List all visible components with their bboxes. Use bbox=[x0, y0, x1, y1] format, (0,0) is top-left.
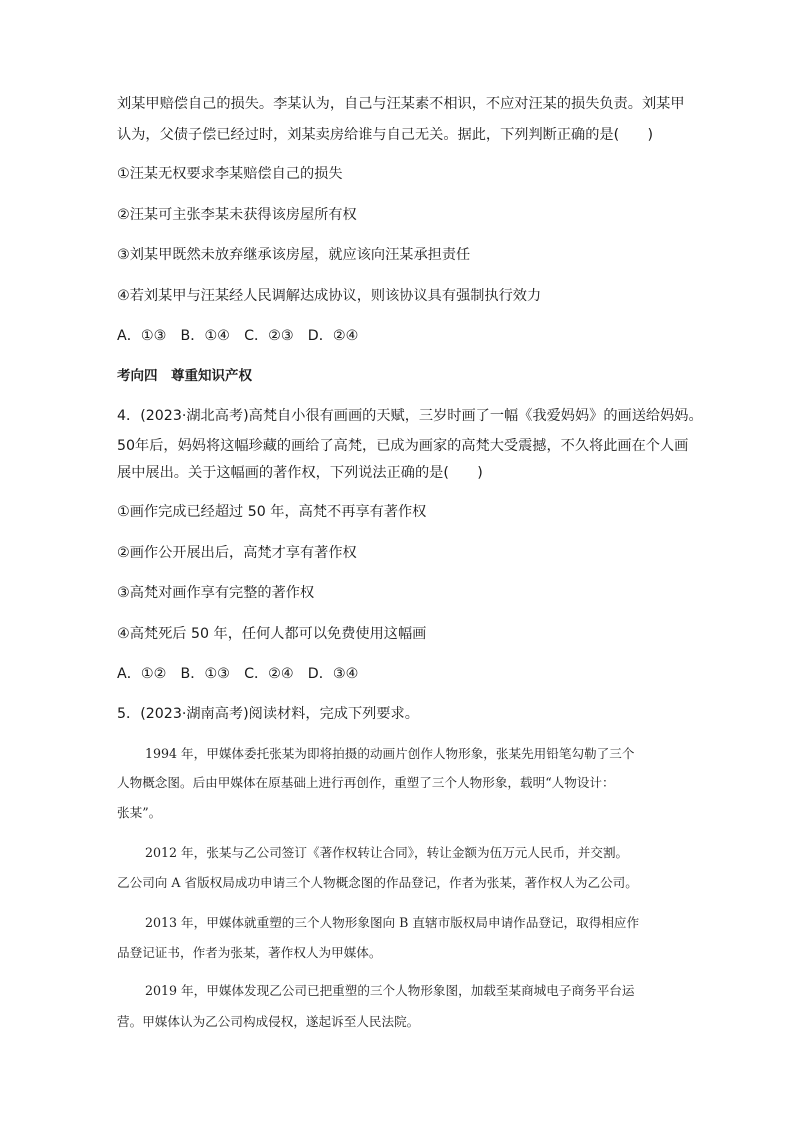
q4-option: ①画作完成已经超过 50 年，高梵不再享有著作权 bbox=[117, 504, 427, 520]
section-heading: 考向四 尊重知识产权 bbox=[117, 368, 252, 384]
material-paragraph-line: 2019 年，甲媒体发现乙公司已把重塑的三个人物形象图，加载至某商城电子商务平台运 bbox=[145, 983, 635, 998]
q4-option: ②画作公开展出后，高梵才享有著作权 bbox=[117, 545, 357, 561]
q3-option: ④若刘某甲与汪某经人民调解达成协议，则该协议具有强制执行效力 bbox=[117, 288, 542, 304]
material-paragraph-line: 营。甲媒体认为乙公司构成侵权，遂起诉至人民法院。 bbox=[117, 1014, 420, 1029]
material-paragraph-line: 2012 年，张某与乙公司签订《著作权转让合同》，转让金额为伍万元人民币，并交割。 bbox=[145, 845, 629, 860]
q4-text-line: 展中展出。关于这幅画的著作权，下列说法正确的是( ) bbox=[117, 465, 483, 481]
q3-option: ③刘某甲既然未放弃继承该房屋，就应该向汪某承担责任 bbox=[117, 247, 471, 263]
q3-text-line: 刘某甲赔偿自己的损失。李某认为，自己与汪某素不相识，不应对汪某的损失负责。刘某甲 bbox=[117, 96, 685, 112]
q4-option: ④高梵死后 50 年，任何人都可以免费使用这幅画 bbox=[117, 626, 427, 642]
material-paragraph-line: 品登记证书，作者为张某，著作权人为甲媒体。 bbox=[117, 945, 382, 960]
q5-prompt: 5．(2023·湖南高考)阅读材料，完成下列要求。 bbox=[117, 706, 419, 722]
q3-option: ②汪某可主张李某未获得该房屋所有权 bbox=[117, 207, 357, 223]
q3-text-line: 认为，父债子偿已经过时，刘某卖房给谁与自己无关。据此，下列判断正确的是( ) bbox=[117, 127, 654, 143]
q4-answer-choices: A．①② B．①③ C．②④ D．③④ bbox=[117, 666, 359, 682]
material-paragraph-line: 人物概念图。后由甲媒体在原基础上进行再创作，重塑了三个人物形象，载明“人物设计： bbox=[117, 775, 615, 790]
q4-text-line: 4．(2023·湖北高考)高梵自小很有画画的天赋，三岁时画了一幅《我爱妈妈》的画送给妈妈。 bbox=[117, 408, 703, 424]
material-paragraph-line: 2013 年，甲媒体就重塑的三个人物形象图向 B 直辖市版权局申请作品登记，取得相应作 bbox=[145, 915, 640, 930]
q4-text-line: 50年后，妈妈将这幅珍藏的画给了高梵，已成为画家的高梵大受震撼，不久将此画在个人画 bbox=[117, 438, 689, 454]
q3-option: ①汪某无权要求李某赔偿自己的损失 bbox=[117, 166, 343, 182]
material-paragraph-line: 乙公司向 A 省版权局成功申请三个人物概念图的作品登记，作者为张某，著作权人为乙公司。 bbox=[117, 875, 638, 890]
material-paragraph-line: 张某”。 bbox=[117, 805, 162, 820]
q3-answer-choices: A．①③ B．①④ C．②③ D．②④ bbox=[117, 328, 359, 344]
material-paragraph-line: 1994 年，甲媒体委托张某为即将拍摄的动画片创作人物形象，张某先用铅笔勾勒了三个 bbox=[145, 746, 635, 761]
q4-option: ③高梵对画作享有完整的著作权 bbox=[117, 585, 315, 601]
